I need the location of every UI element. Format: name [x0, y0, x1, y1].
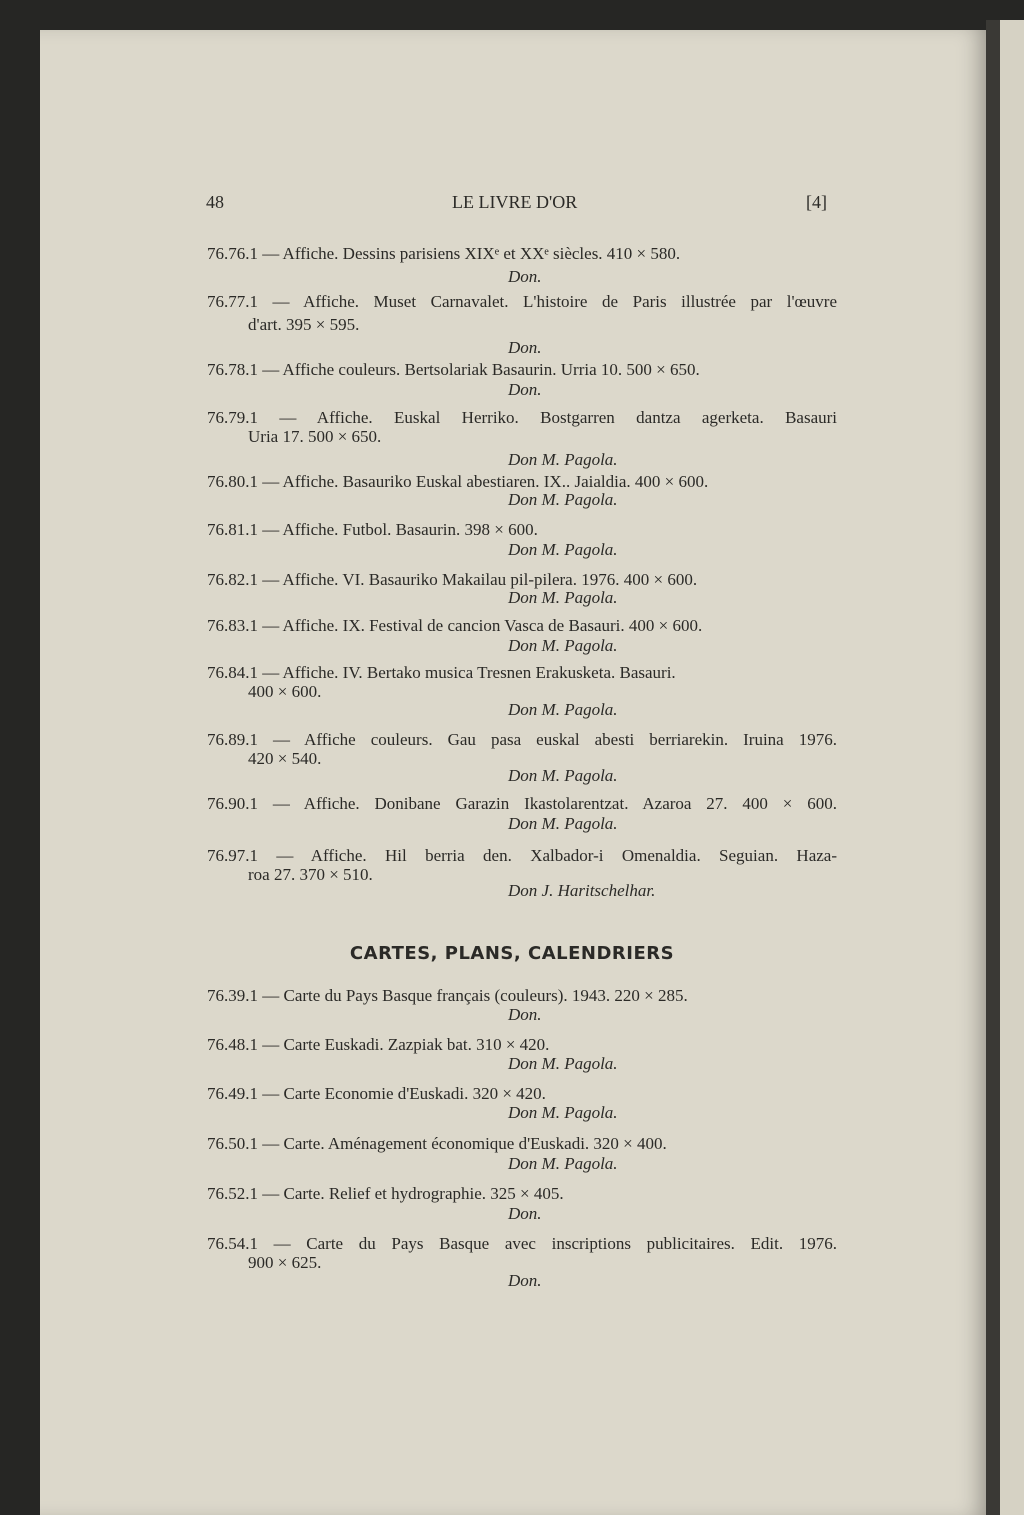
- entry-donor: Don M. Pagola.: [508, 450, 618, 469]
- entry-text: 76.97.1 — Affiche. Hil berria den. Xalbador-i Omenaldia. Seguian. Haza-: [207, 846, 837, 865]
- entry-text-continued: 900 × 625.: [248, 1253, 322, 1272]
- entry-text: 76.54.1 — Carte du Pays Basque avec inscriptions publicitaires. Edit. 1976.: [207, 1234, 837, 1253]
- entry-donor: Don M. Pagola.: [508, 540, 618, 559]
- entry-donor: Don M. Pagola.: [508, 636, 618, 655]
- facing-page-edge: [1000, 20, 1024, 1515]
- entry-text: 76.48.1 — Carte Euskadi. Zazpiak bat. 310 × 420.: [207, 1035, 550, 1054]
- entry-donor: Don.: [508, 380, 542, 399]
- entry-donor: Don M. Pagola.: [508, 490, 618, 509]
- entry-donor: Don.: [508, 1204, 542, 1223]
- entry-donor: Don.: [508, 1271, 542, 1290]
- entry-text-continued: d'art. 395 × 595.: [248, 315, 360, 334]
- entry-donor: Don M. Pagola.: [508, 766, 618, 785]
- entry-text: 76.49.1 — Carte Economie d'Euskadi. 320 × 420.: [207, 1084, 546, 1103]
- entry-donor: Don.: [508, 267, 542, 286]
- entry-donor: Don M. Pagola.: [508, 814, 618, 833]
- entry-donor: Don M. Pagola.: [508, 1103, 618, 1122]
- entry-text: 76.81.1 — Affiche. Futbol. Basaurin. 398 × 600.: [207, 520, 538, 539]
- entry-donor: Don M. Pagola.: [508, 588, 618, 607]
- page-number: 48: [206, 192, 224, 212]
- running-title: LE LIVRE D'OR: [452, 192, 578, 212]
- entry-text-continued: 400 × 600.: [248, 682, 322, 701]
- section-ref: [4]: [806, 192, 827, 212]
- entry-text: 76.52.1 — Carte. Relief et hydrographie. 325 × 405.: [207, 1184, 564, 1203]
- entry-donor: Don.: [508, 338, 542, 357]
- section-heading: CARTES, PLANS, CALENDRIERS: [349, 943, 675, 964]
- entry-text: 76.50.1 — Carte. Aménagement économique d'Euskadi. 320 × 400.: [207, 1134, 667, 1153]
- entry-text-continued: roa 27. 370 × 510.: [248, 865, 373, 884]
- entry-text-continued: Uria 17. 500 × 650.: [248, 427, 382, 446]
- entry-text: 76.77.1 — Affiche. Muset Carnavalet. L'histoire de Paris illustrée par l'œuvre: [207, 292, 837, 311]
- entry-text: 76.78.1 — Affiche couleurs. Bertsolariak Basaurin. Urria 10. 500 × 650.: [207, 360, 700, 379]
- entry-donor: Don.: [508, 1005, 542, 1024]
- entry-text: 76.82.1 — Affiche. VI. Basauriko Makailau pil-pilera. 1976. 400 × 600.: [207, 570, 698, 589]
- entry-text-continued: 420 × 540.: [248, 749, 322, 768]
- entry-text: 76.80.1 — Affiche. Basauriko Euskal abestiaren. IX.. Jaialdia. 400 × 600.: [207, 472, 709, 491]
- entry-text: 76.83.1 — Affiche. IX. Festival de cancion Vasca de Basauri. 400 × 600.: [207, 616, 703, 635]
- entry-donor: Don J. Haritschelhar.: [508, 881, 656, 900]
- book-gutter: [986, 20, 1000, 1515]
- entry-text: 76.89.1 — Affiche couleurs. Gau pasa euskal abesti berriarekin. Iruina 1976.: [207, 730, 837, 749]
- entry-donor: Don M. Pagola.: [508, 700, 618, 719]
- entry-donor: Don M. Pagola.: [508, 1154, 618, 1173]
- entry-text: 76.84.1 — Affiche. IV. Bertako musica Tresnen Erakusketa. Basauri.: [207, 663, 676, 682]
- entry-text: 76.39.1 — Carte du Pays Basque français (couleurs). 1943. 220 × 285.: [207, 986, 688, 1005]
- entry-text: 76.79.1 — Affiche. Euskal Herriko. Bostgarren dantza agerketa. Basauri: [207, 408, 837, 427]
- entry-donor: Don M. Pagola.: [508, 1054, 618, 1073]
- entry-text: 76.76.1 — Affiche. Dessins parisiens XIXᵉ et XXᵉ siècles. 410 × 580.: [207, 244, 681, 263]
- entry-text: 76.90.1 — Affiche. Donibane Garazin Ikastolarentzat. Azaroa 27. 400 × 600.: [207, 794, 837, 813]
